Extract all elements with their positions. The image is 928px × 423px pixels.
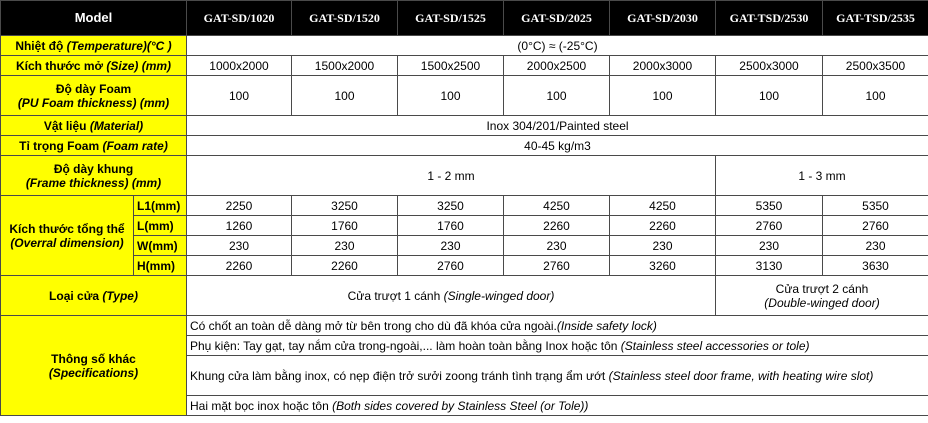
foam-value: 100 (610, 76, 716, 116)
material-row (1, 116, 928, 136)
dimension-value: 2260 (504, 216, 610, 236)
dimension-sub-label: W(mm) (134, 236, 187, 256)
size-label: Kích thước mở (Size) (mm) (1, 56, 187, 76)
dimension-row (1, 236, 928, 256)
material-value: Inox 304/201/Painted steel (187, 116, 928, 136)
size-value: 2000x3000 (610, 56, 716, 76)
dimension-value: 230 (610, 236, 716, 256)
type-label: Loại cửa (Type) (1, 276, 187, 316)
dimension-value: 5350 (823, 196, 928, 216)
dimension-row (1, 256, 928, 276)
temperature-value: (0°C) ≈ (-25°C) (187, 36, 928, 56)
type-single-value: Cửa trượt 1 cánh (Single-winged door) (187, 276, 716, 316)
foam-value: 100 (187, 76, 292, 116)
specs-row (1, 316, 928, 336)
dimension-value: 3250 (292, 196, 398, 216)
dimension-value: 2260 (187, 256, 292, 276)
dimension-value: 3130 (716, 256, 823, 276)
frame-value-tsd: 1 - 3 mm (716, 156, 928, 196)
dimension-value: 4250 (610, 196, 716, 216)
frame-value-sd: 1 - 2 mm (187, 156, 716, 196)
dimension-value: 4250 (504, 196, 610, 216)
model-name: GAT-SD/1020 (187, 1, 292, 36)
model-name: GAT-TSD/2535 (823, 1, 928, 36)
size-value: 1500x2000 (292, 56, 398, 76)
dimension-value: 1260 (187, 216, 292, 236)
foam-rate-value: 40-45 kg/m3 (187, 136, 928, 156)
foam-value: 100 (504, 76, 610, 116)
foam-rate-row (1, 136, 928, 156)
header-row (1, 1, 928, 36)
dimension-value: 2260 (610, 216, 716, 236)
spec-line: Phụ kiện: Tay gạt, tay nắm cửa trong-ngoài,... làm hoàn toàn bằng Inox hoặc tôn (Stainless steel accessories or tole) (187, 336, 928, 356)
dimension-value: 230 (716, 236, 823, 256)
model-name: GAT-SD/2025 (504, 1, 610, 36)
dimension-value: 230 (823, 236, 928, 256)
dimension-value: 230 (398, 236, 504, 256)
spec-line: Khung cửa làm bằng inox, có nẹp điện trở sưởi zoong tránh tình trạng ẩm ướt (Stainless steel door frame, with heating wire slot) (187, 356, 928, 396)
dimension-value: 2250 (187, 196, 292, 216)
foam-value: 100 (292, 76, 398, 116)
dimension-value: 230 (504, 236, 610, 256)
spec-line: Hai mặt bọc inox hoặc tôn (Both sides covered by Stainless Steel (or Tole)) (187, 396, 928, 416)
dimension-sub-label: L(mm) (134, 216, 187, 236)
temperature-row (1, 36, 928, 56)
dimension-row (1, 216, 928, 236)
size-value: 2000x2500 (504, 56, 610, 76)
type-row (1, 276, 928, 316)
frame-row (1, 156, 928, 196)
foam-value: 100 (398, 76, 504, 116)
foam-rate-label: Tỉ trọng Foam (Foam rate) (1, 136, 187, 156)
dimension-sub-label: H(mm) (134, 256, 187, 276)
size-value: 2500x3500 (823, 56, 928, 76)
size-value: 2500x3000 (716, 56, 823, 76)
dimension-value: 3260 (610, 256, 716, 276)
dimension-value: 2760 (823, 216, 928, 236)
dimension-value: 1760 (292, 216, 398, 236)
dimension-value: 3630 (823, 256, 928, 276)
foam-value: 100 (716, 76, 823, 116)
dimension-value: 5350 (716, 196, 823, 216)
temperature-label: Nhiệt độ (Temperature)(°C ) (1, 36, 187, 56)
size-value: 1000x2000 (187, 56, 292, 76)
dimension-row (1, 196, 928, 216)
dimension-value: 2760 (398, 256, 504, 276)
dimension-value: 3250 (398, 196, 504, 216)
dimension-sub-label: L1(mm) (134, 196, 187, 216)
frame-label: Độ dày khung (Frame thickness) (mm) (1, 156, 187, 196)
foam-label: Độ dày Foam (PU Foam thickness) (mm) (1, 76, 187, 116)
material-label: Vật liệu (Material) (1, 116, 187, 136)
foam-value: 100 (823, 76, 928, 116)
model-header: Model (1, 1, 187, 36)
spec-line: Có chốt an toàn dễ dàng mở từ bên trong cho dù đã khóa cửa ngoài.(Inside safety lock) (187, 316, 928, 336)
model-name: GAT-SD/2030 (610, 1, 716, 36)
model-name: GAT-SD/1520 (292, 1, 398, 36)
dimension-value: 230 (187, 236, 292, 256)
foam-row (1, 76, 928, 116)
size-row (1, 56, 928, 76)
model-name: GAT-SD/1525 (398, 1, 504, 36)
dimension-value: 2760 (716, 216, 823, 236)
size-value: 1500x2500 (398, 56, 504, 76)
dimension-value: 2760 (504, 256, 610, 276)
model-name: GAT-TSD/2530 (716, 1, 823, 36)
specs-label: Thông số khác (Specifications) (1, 316, 187, 416)
dimension-value: 230 (292, 236, 398, 256)
dimension-label: Kích thước tổng thể (Overral dimension) (1, 196, 134, 276)
dimension-value: 2260 (292, 256, 398, 276)
dimension-value: 1760 (398, 216, 504, 236)
type-double-value: Cửa trượt 2 cánh (Double-winged door) (716, 276, 928, 316)
